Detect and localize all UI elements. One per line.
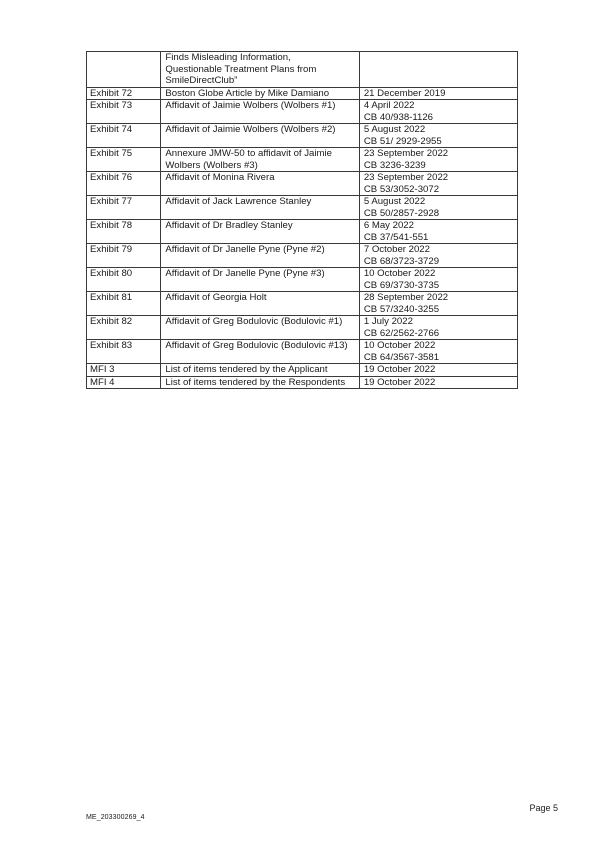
table-row: [87, 340, 518, 364]
description-line: Affidavit of Dr Janelle Pyne (Pyne #3): [165, 268, 325, 279]
exhibit-number-cell: Exhibit 78: [87, 220, 161, 244]
date-reference-cell: [359, 124, 517, 148]
date-reference-cell: [359, 87, 517, 100]
date-reference-line: 1 July 2022: [363, 316, 413, 327]
description-line: Wolbers (Wolbers #3): [165, 159, 258, 171]
description-cell: [161, 124, 359, 148]
date-reference-cell: [359, 172, 517, 196]
exhibit-number-cell: Exhibit 73: [87, 100, 161, 124]
description-line: Affidavit of Monina Rivera: [165, 172, 275, 183]
table-row: [87, 244, 518, 268]
description-line: Questionable Treatment Plans from: [165, 63, 317, 75]
description-line: Boston Globe Article by Mike Damiano: [165, 87, 330, 99]
document-reference: ME_203300269_4: [86, 814, 145, 821]
date-reference-cell: [359, 220, 517, 244]
date-reference-line: CB 68/3723-3729: [363, 255, 440, 267]
table-row: [87, 364, 518, 377]
page-number: Page 5: [529, 803, 558, 813]
description-cell: [161, 172, 359, 196]
description-line: Affidavit of Jaimie Wolbers (Wolbers #2): [165, 124, 336, 135]
date-reference-line: CB 37/541-551: [363, 231, 429, 243]
date-reference-line: CB 64/3567-3581: [363, 351, 440, 363]
table-row: [87, 124, 518, 148]
date-reference-line: CB 3236-3239: [363, 159, 426, 171]
table-row: [87, 100, 518, 124]
date-reference-cell: [359, 316, 517, 340]
description-cell: [161, 364, 359, 377]
date-reference-line: CB 69/3730-3735: [363, 279, 440, 291]
description-line: Affidavit of Greg Bodulovic (Bodulovic #1): [165, 316, 343, 327]
exhibit-number-cell: Exhibit 79: [87, 244, 161, 268]
description-line: Annexure JMW-50 to affidavit of Jaimie: [165, 148, 332, 159]
date-reference-cell: [359, 196, 517, 220]
exhibit-number-cell: MFI 3: [87, 364, 161, 377]
date-reference-line: 6 May 2022: [363, 220, 414, 231]
date-reference-line: 10 October 2022: [363, 268, 436, 279]
description-line: Affidavit of Jaimie Wolbers (Wolbers #1): [165, 100, 336, 111]
date-reference-line: 10 October 2022: [363, 340, 436, 351]
date-reference-cell: [359, 52, 517, 88]
description-cell: [161, 100, 359, 124]
date-reference-cell: [359, 148, 517, 172]
date-reference-line: CB 57/3240-3255: [363, 303, 440, 315]
table-row: [87, 196, 518, 220]
date-reference-line: CB 53/3052-3072: [363, 183, 440, 195]
date-reference-line: [364, 52, 513, 64]
exhibit-number-cell: Exhibit 81: [87, 292, 161, 316]
description-line: Finds Misleading Information,: [165, 52, 291, 63]
exhibit-number-cell: Exhibit 75: [87, 148, 161, 172]
date-reference-line: 5 August 2022: [363, 124, 426, 135]
description-line: List of items tendered by the Respondents: [165, 376, 346, 388]
table-row: [87, 292, 518, 316]
exhibit-number-cell: Exhibit 72: [87, 87, 161, 100]
date-reference-line: CB 50/2857-2928: [363, 207, 440, 219]
table-row: [87, 268, 518, 292]
date-reference-line: 23 September 2022: [363, 148, 449, 159]
exhibit-number-cell: Exhibit 83: [87, 340, 161, 364]
exhibit-table-body: [87, 52, 518, 389]
exhibit-number-cell: Exhibit 76: [87, 172, 161, 196]
date-reference-cell: [359, 244, 517, 268]
exhibit-number-cell: [87, 52, 161, 88]
description-cell: [161, 292, 359, 316]
exhibit-number-cell: MFI 4: [87, 376, 161, 389]
description-line: Affidavit of Jack Lawrence Stanley: [165, 196, 312, 207]
date-reference-line: 19 October 2022: [363, 364, 436, 375]
description-cell: [161, 52, 359, 88]
date-reference-line: 19 October 2022: [363, 376, 436, 388]
exhibit-table: [86, 51, 518, 389]
exhibit-number-cell: Exhibit 80: [87, 268, 161, 292]
date-reference-cell: [359, 100, 517, 124]
description-line: SmileDirectClub”: [165, 75, 238, 86]
exhibit-number-cell: Exhibit 82: [87, 316, 161, 340]
description-cell: [161, 148, 359, 172]
date-reference-cell: [359, 340, 517, 364]
description-cell: [161, 340, 359, 364]
date-reference-cell: [359, 268, 517, 292]
table-row: [87, 52, 518, 88]
date-reference-line: 21 December 2019: [363, 87, 446, 99]
description-line: Affidavit of Dr Janelle Pyne (Pyne #2): [165, 244, 325, 255]
description-line: Affidavit of Georgia Holt: [165, 292, 267, 303]
description-cell: [161, 220, 359, 244]
date-reference-line: 23 September 2022: [363, 172, 449, 183]
date-reference-cell: [359, 364, 517, 377]
description-cell: [161, 244, 359, 268]
table-row: [87, 87, 518, 100]
table-row: [87, 148, 518, 172]
date-reference-cell: [359, 292, 517, 316]
table-row: [87, 172, 518, 196]
exhibit-number-cell: Exhibit 74: [87, 124, 161, 148]
date-reference-line: 4 April 2022: [363, 100, 415, 111]
table-row: [87, 220, 518, 244]
description-cell: [161, 376, 359, 389]
table-row: [87, 316, 518, 340]
table-row: [87, 376, 518, 389]
description-cell: [161, 196, 359, 220]
description-cell: [161, 316, 359, 340]
date-reference-line: 28 September 2022: [363, 292, 449, 303]
date-reference-line: CB 51/ 2929-2955: [363, 135, 442, 147]
date-reference-line: CB 62/2562-2766: [363, 327, 440, 339]
description-cell: [161, 268, 359, 292]
date-reference-line: CB 40/938-1126: [363, 111, 434, 123]
description-cell: [161, 87, 359, 100]
date-reference-line: 7 October 2022: [363, 244, 430, 255]
description-line: List of items tendered by the Applicant: [165, 364, 328, 375]
date-reference-line: 5 August 2022: [363, 196, 426, 207]
description-line: Affidavit of Dr Bradley Stanley: [165, 220, 293, 231]
description-line: Affidavit of Greg Bodulovic (Bodulovic #13): [165, 340, 348, 351]
date-reference-cell: [359, 376, 517, 389]
exhibit-number-cell: Exhibit 77: [87, 196, 161, 220]
